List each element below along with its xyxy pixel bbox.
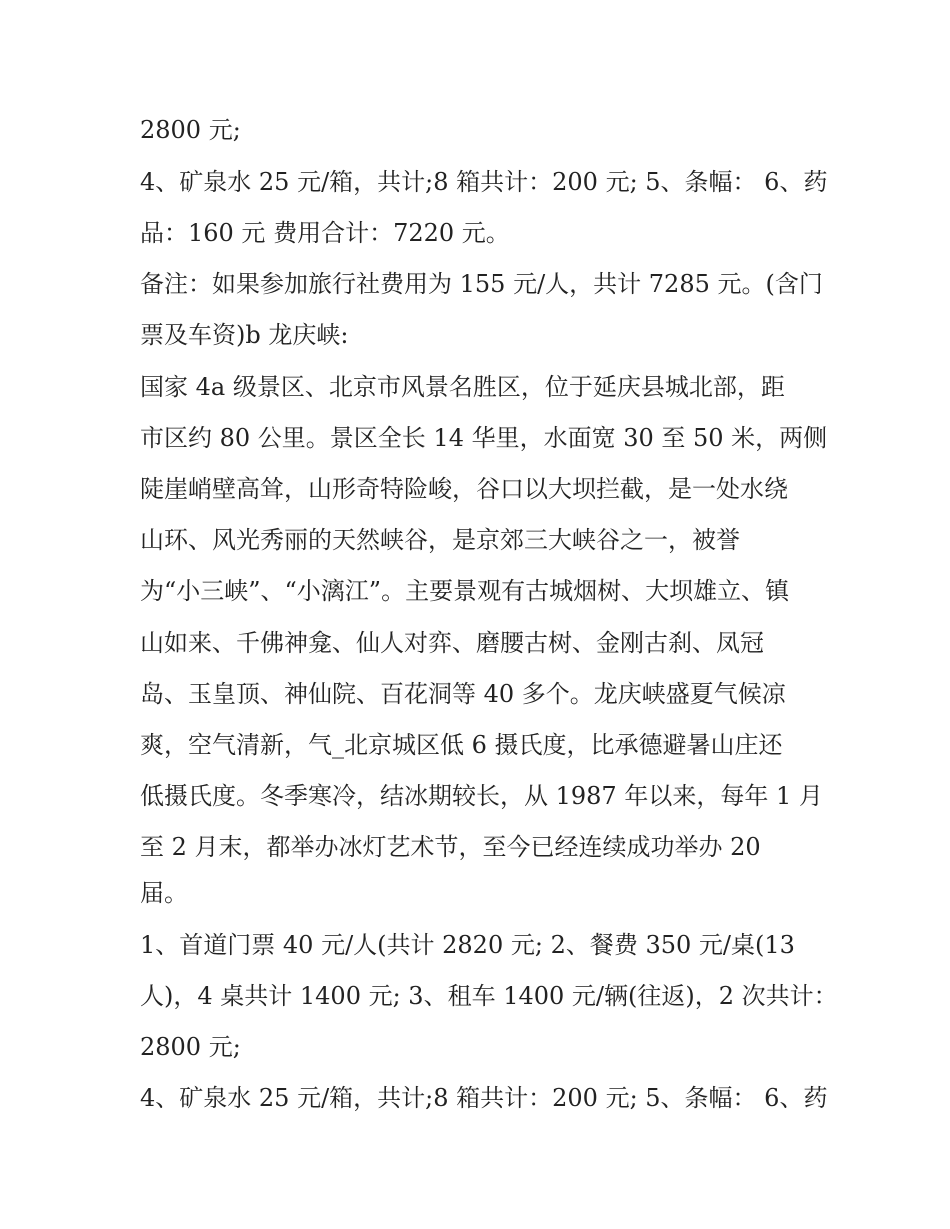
text-line: 品：160 元 费用合计：7220 元。 <box>140 219 510 247</box>
text-line: 2800 元; <box>140 116 241 144</box>
text-line: 爽，空气清新，气_北京城区低 6 摄氏度，比承德避暑山庄还 <box>140 731 783 759</box>
text-line: 国家 4a 级景区、北京市风景名胜区，位于延庆县城北部，距 <box>140 373 785 401</box>
text-line: 岛、玉皇顶、神仙院、百花洞等 40 多个。龙庆峡盛夏气候凉 <box>140 680 786 708</box>
text-line: 届。 <box>140 879 188 907</box>
text-line: 4、矿泉水 25 元/箱，共计;8 箱共计：200 元; 5、条幅： 6、药 <box>140 1084 828 1112</box>
text-line: 市区约 80 公里。景区全长 14 华里，水面宽 30 至 50 米，两侧 <box>140 424 828 452</box>
text-line: 低摄氏度。冬季寒冷，结冰期较长，从 1987 年以来，每年 1 月 <box>140 782 823 810</box>
text-line: 2800 元; <box>140 1033 241 1061</box>
text-line: 人)，4 桌共计 1400 元; 3、租车 1400 元/辆(往返)，2 次共计： <box>140 982 838 1010</box>
text-line: 至 2 月末，都举办冰灯艺术节，至今已经连续成功举办 20 <box>140 833 761 861</box>
text-line: 山如来、千佛神龛、仙人对弈、磨腰古树、金刚古刹、凤冠 <box>140 629 764 657</box>
text-line: 票及车资)b 龙庆峡: <box>140 321 349 349</box>
text-line: 山环、风光秀丽的天然峡谷，是京郊三大峡谷之一，被誉 <box>140 526 740 554</box>
text-line: 陡崖峭壁高耸，山形奇特险峻，谷口以大坝拦截，是一处水绕 <box>140 475 788 503</box>
text-line: 4、矿泉水 25 元/箱，共计;8 箱共计：200 元; 5、条幅： 6、药 <box>140 168 828 196</box>
text-line: 为“小三峡”、“小漓江”。主要景观有古城烟树、大坝雄立、镇 <box>140 577 790 605</box>
text-line: 1、首道门票 40 元/人(共计 2820 元; 2、餐费 350 元/桌(13 <box>140 931 795 959</box>
text-line: 备注：如果参加旅行社费用为 155 元/人，共计 7285 元。(含门 <box>140 270 823 298</box>
